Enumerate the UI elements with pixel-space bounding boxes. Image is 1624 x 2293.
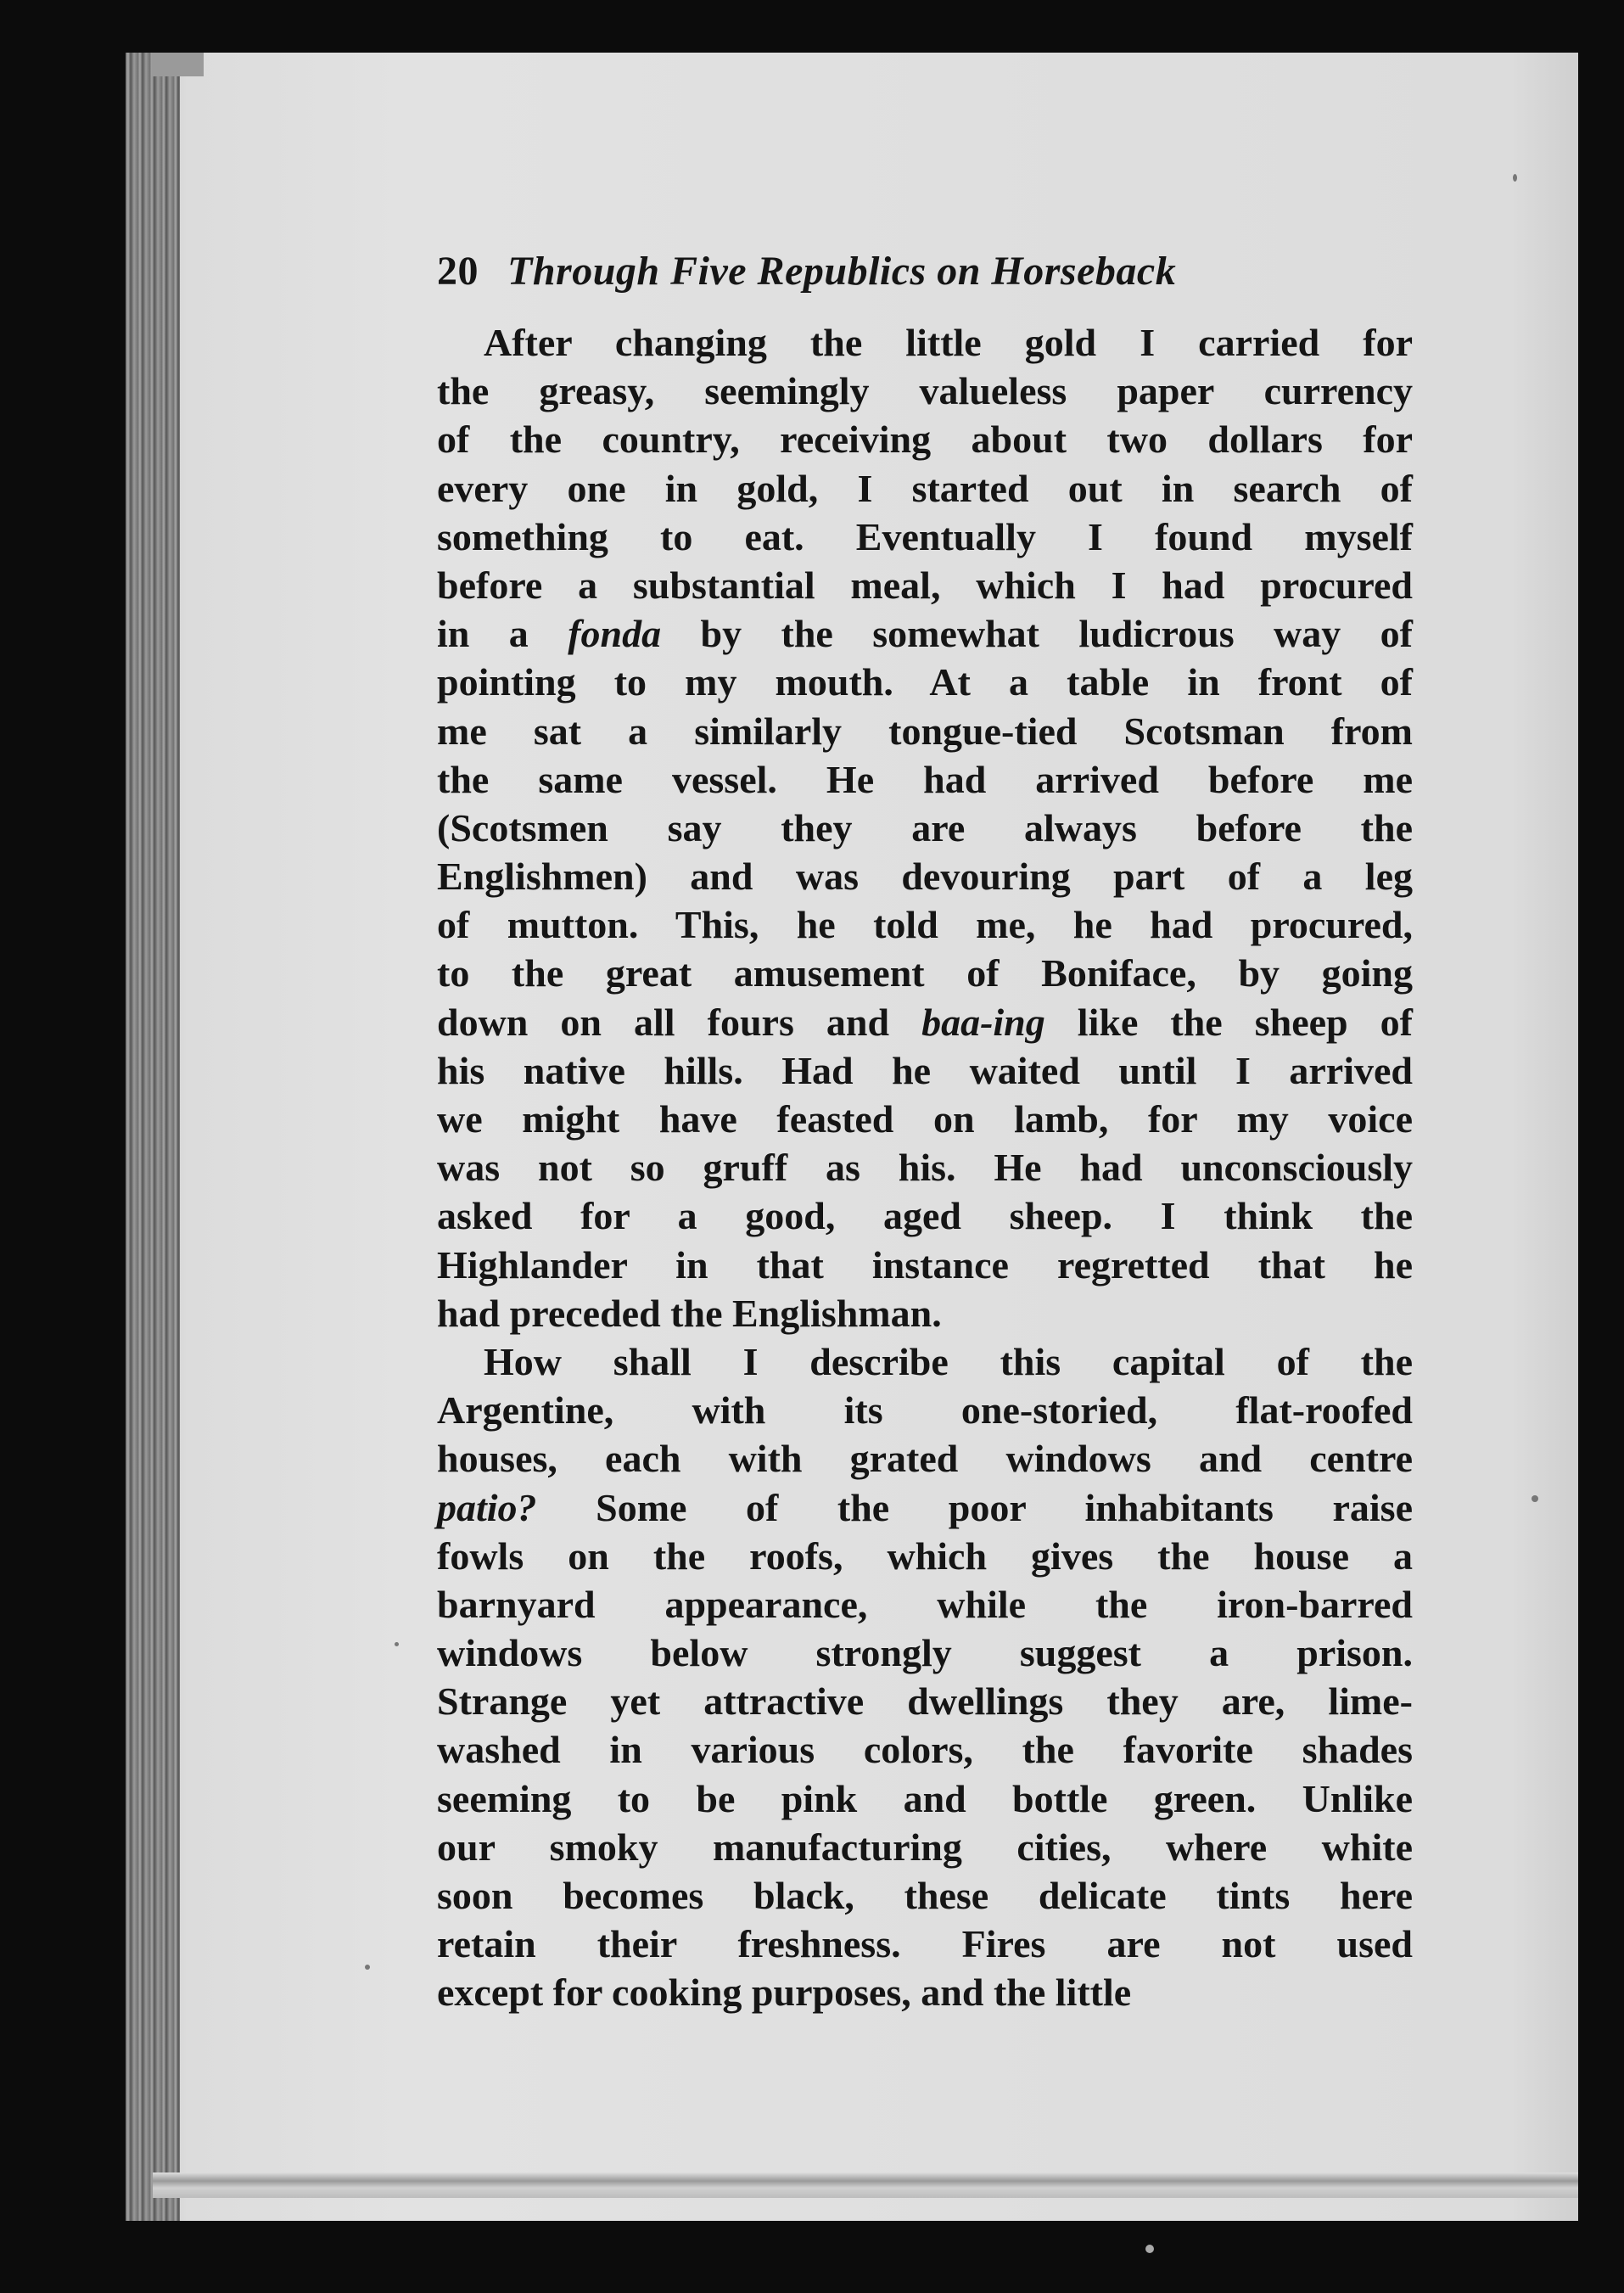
text-line: Argentine, with its one-storied, flat-roofed	[437, 1388, 1413, 1432]
italic-word: fonda	[568, 612, 662, 656]
body-text	[437, 318, 1413, 2017]
scan-speck	[1532, 1495, 1538, 1502]
text-line: the greasy, seemingly valueless paper currency	[437, 369, 1413, 413]
text-line: me sat a similarly tongue-tied Scotsman from	[437, 709, 1413, 753]
text-line: every one in gold, I started out in search of	[437, 466, 1413, 510]
text-line: seeming to be pink and bottle green. Unlike	[437, 1776, 1413, 1820]
text-line: Englishmen) and was devouring part of a leg	[437, 855, 1413, 899]
text-line: How shall I describe this capital of the	[484, 1339, 1413, 1383]
text-line: washed in various colors, the favorite shades	[437, 1728, 1413, 1772]
scan-speck	[395, 1642, 399, 1646]
italic-word: baa-ing	[921, 1000, 1045, 1044]
text-line: we might have feasted on lamb, for my voice	[437, 1097, 1413, 1141]
text-line: had preceded the Englishman.	[437, 1291, 942, 1335]
page-number: 20	[437, 249, 479, 294]
running-header	[437, 242, 1413, 318]
text-line: down on all fours and baa-ing like the sheep of	[437, 1000, 1413, 1044]
text-line: Highlander in that instance regretted that he	[437, 1242, 1413, 1287]
text-line: houses, each with grated windows and centre	[437, 1437, 1413, 1481]
text-line: before a substantial meal, which I had procured	[437, 563, 1413, 607]
book-binding-edge	[126, 53, 180, 2221]
text-line: of mutton. This, he told me, he had procured,	[437, 903, 1413, 947]
text-line: in a fonda by the somewhat ludicrous way of	[437, 612, 1413, 656]
scan-speck	[1145, 2245, 1154, 2253]
text-line: After changing the little gold I carried for	[484, 321, 1413, 364]
scan-speck	[1513, 174, 1517, 182]
text-line: fowls on the roofs, which gives the house a	[437, 1533, 1413, 1578]
text-line: asked for a good, aged sheep. I think the	[437, 1194, 1413, 1238]
text-line: patio? Some of the poor inhabitants raise	[437, 1485, 1413, 1529]
page-text	[437, 242, 1413, 2017]
text-line: Strange yet attractive dwellings they are, lime-	[437, 1679, 1413, 1724]
text-line: our smoky manufacturing cities, where white	[437, 1825, 1413, 1869]
text-line: soon becomes black, these delicate tints here	[437, 1874, 1413, 1917]
page-bottom-edge	[153, 2172, 1578, 2198]
text-line: windows below strongly suggest a prison.	[437, 1631, 1413, 1675]
text-line: of the country, receiving about two dollars for	[437, 418, 1413, 462]
text-line: pointing to my mouth. At a table in front of	[437, 660, 1413, 704]
binding-corner	[153, 53, 204, 76]
text-line: barnyard appearance, while the iron-barred	[437, 1582, 1413, 1626]
text-line: retain their freshness. Fires are not used	[437, 1922, 1413, 1966]
text-line: something to eat. Eventually I found myself	[437, 514, 1413, 558]
text-line: to the great amusement of Boniface, by going	[437, 951, 1413, 995]
text-line: (Scotsmen say they are always before the	[437, 805, 1413, 849]
text-line: his native hills. Had he waited until I arrived	[437, 1048, 1413, 1092]
text-line: was not so gruff as his. He had unconsciously	[437, 1146, 1413, 1190]
italic-word: patio?	[437, 1485, 537, 1529]
scan-speck	[365, 1965, 370, 1970]
text-line: the same vessel. He had arrived before me	[437, 757, 1413, 801]
running-title: Through Five Republics on Horseback	[507, 249, 1177, 294]
text-line: except for cooking purposes, and the little	[437, 1971, 1132, 2015]
